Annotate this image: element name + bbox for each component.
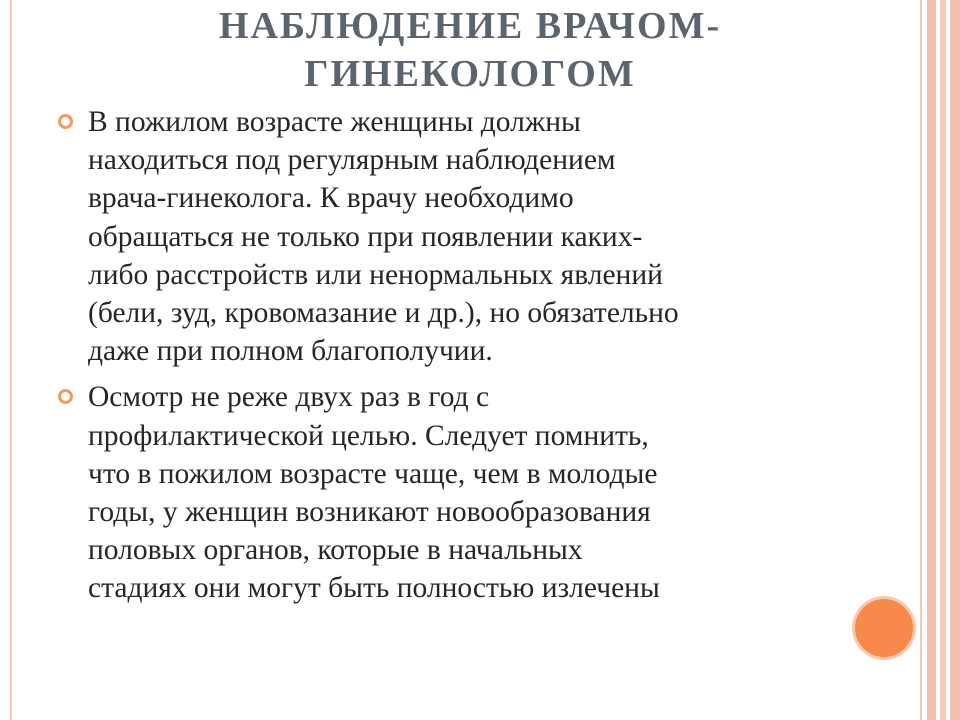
bullet-line: врача-гинеколога. К врачу необходимо (88, 182, 574, 215)
slide-title-line-1: НАБЛЮДЕНИЕ ВРАЧОМ- (218, 5, 722, 47)
slide-title-line-2: ГИНЕКОЛОГОМ (304, 53, 636, 95)
decorative-stripe (950, 0, 960, 720)
decorative-stripe (927, 0, 936, 720)
bullet-item (62, 103, 852, 370)
frame-left-line (10, 0, 12, 720)
bullet-ring-icon (58, 114, 73, 129)
bullet-line: стадиях они могут быть полностью излечены (88, 572, 660, 605)
decorative-circle-icon (855, 599, 913, 657)
bullet-line: что в пожилом возрасте чаще, чем в молодые (88, 457, 658, 490)
bullet-line: Осмотр не реже двух раз в год с (88, 381, 490, 414)
slide-title (60, 2, 880, 98)
bullet-line: либо расстройств или ненормальных явлений (88, 258, 663, 291)
bullet-line: находиться под регулярным наблюдением (88, 144, 616, 177)
bullet-line: годы, у женщин возникают новообразования (88, 496, 651, 529)
bullet-line: профилактической целью. Следует помнить, (88, 419, 649, 452)
bullet-item (62, 378, 852, 607)
bullet-line: обращаться не только при появлении каких- (88, 220, 643, 253)
bullet-line: даже при полном благополучии. (88, 335, 493, 368)
bullet-line: (бели, зуд, кровомазание и др.), но обязательно (88, 297, 679, 330)
decorative-stripe (940, 0, 946, 720)
bullet-ring-icon (58, 389, 73, 404)
frame-right-line (920, 0, 922, 720)
slide-content (62, 103, 852, 616)
bullet-line: половых органов, которые в начальных (88, 534, 583, 567)
bullet-line: В пожилом возрасте женщины должны (88, 106, 581, 138)
